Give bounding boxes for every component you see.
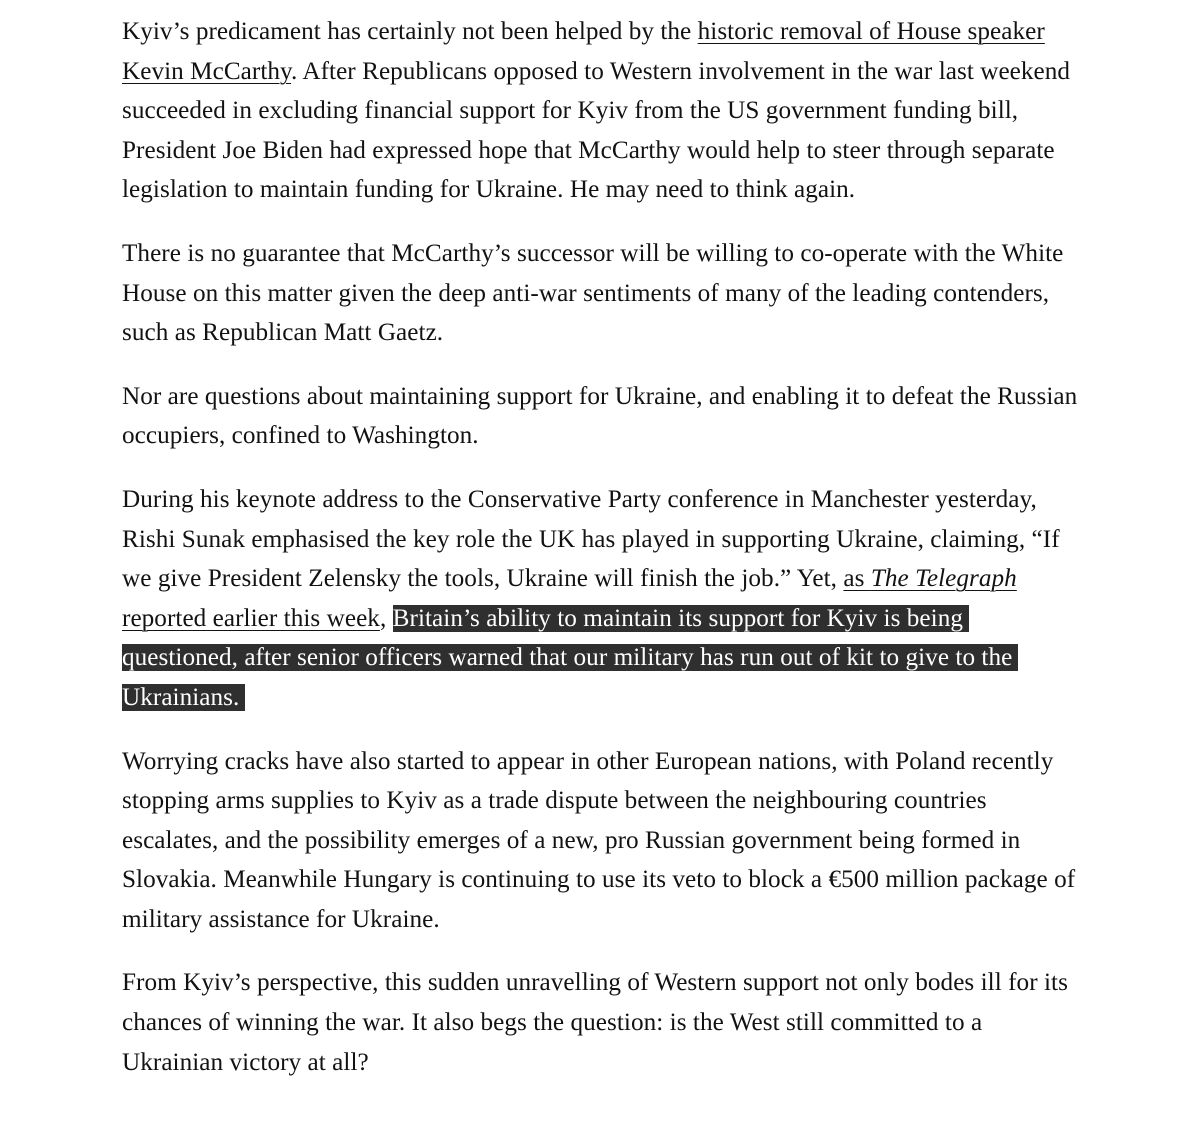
paragraph-4-text-before: During his keynote address to the Conservative Party conference in Manchester yesterday, Rishi Sunak emphasised the key role the UK has played in supporting Ukraine, claiming, “If we give President Zelensky the tools, Ukraine will finish the job.” Yet, [122, 485, 1060, 593]
paragraph-6: From Kyiv’s perspective, this sudden unravelling of Western support not only bodes ill for its chances of winning the war. It also begs the question: is the West still committed to a Ukrainian victory at all? [122, 969, 1068, 1076]
highlighted-text: Britain’s ability to maintain its support for Kyiv is being questioned, after senior officers warned that our military has run out of kit to give to the Ukrainians. [122, 605, 1018, 711]
paragraph-3: Nor are questions about maintaining support for Ukraine, and enabling it to defeat the Russian occupiers, confined to Washington. [122, 382, 1078, 450]
link-mccarthy-removal[interactable]: historic removal of House speaker Kevin McCarthy [122, 18, 1045, 85]
paragraph-1 [122, 12, 1084, 210]
link-telegraph-suffix: reported earlier this week [122, 604, 380, 632]
paragraph-4 [122, 480, 1084, 718]
paragraph-4-comma: , [379, 604, 393, 632]
paragraph-1-text-before: Kyiv’s predicament has certainly not been helped by the [122, 18, 698, 45]
link-telegraph-prefix: as [843, 565, 871, 593]
paragraph-5: Worrying cracks have also started to appear in other European nations, with Poland recently stopping arms supplies to Kyiv as a trade dispute between the neighbouring countries escalates, and the possibility emerges of a new, pro Russian government being formed in Slovakia. Meanwhile Hungary is continuing to use its veto to block a €500 million package of military assistance for Ukraine. [122, 747, 1076, 933]
article-body [122, 12, 1084, 1106]
link-telegraph-title: The Telegraph [870, 565, 1017, 593]
paragraph-2: There is no guarantee that McCarthy’s successor will be willing to co-operate with the White House on this matter given the deep anti-war sentiments of many of the leading contenders, such as Republican Matt Gaetz. [122, 239, 1064, 347]
paragraph-1-text-after: . After Republicans opposed to Western involvement in the war last weekend succeeded in excluding financial support for Kyiv from the US government funding bill, President Joe Biden had expressed hope that McCarthy would help to steer through separate legislation to maintain funding for Ukraine. He may need to think again. [122, 57, 1071, 204]
